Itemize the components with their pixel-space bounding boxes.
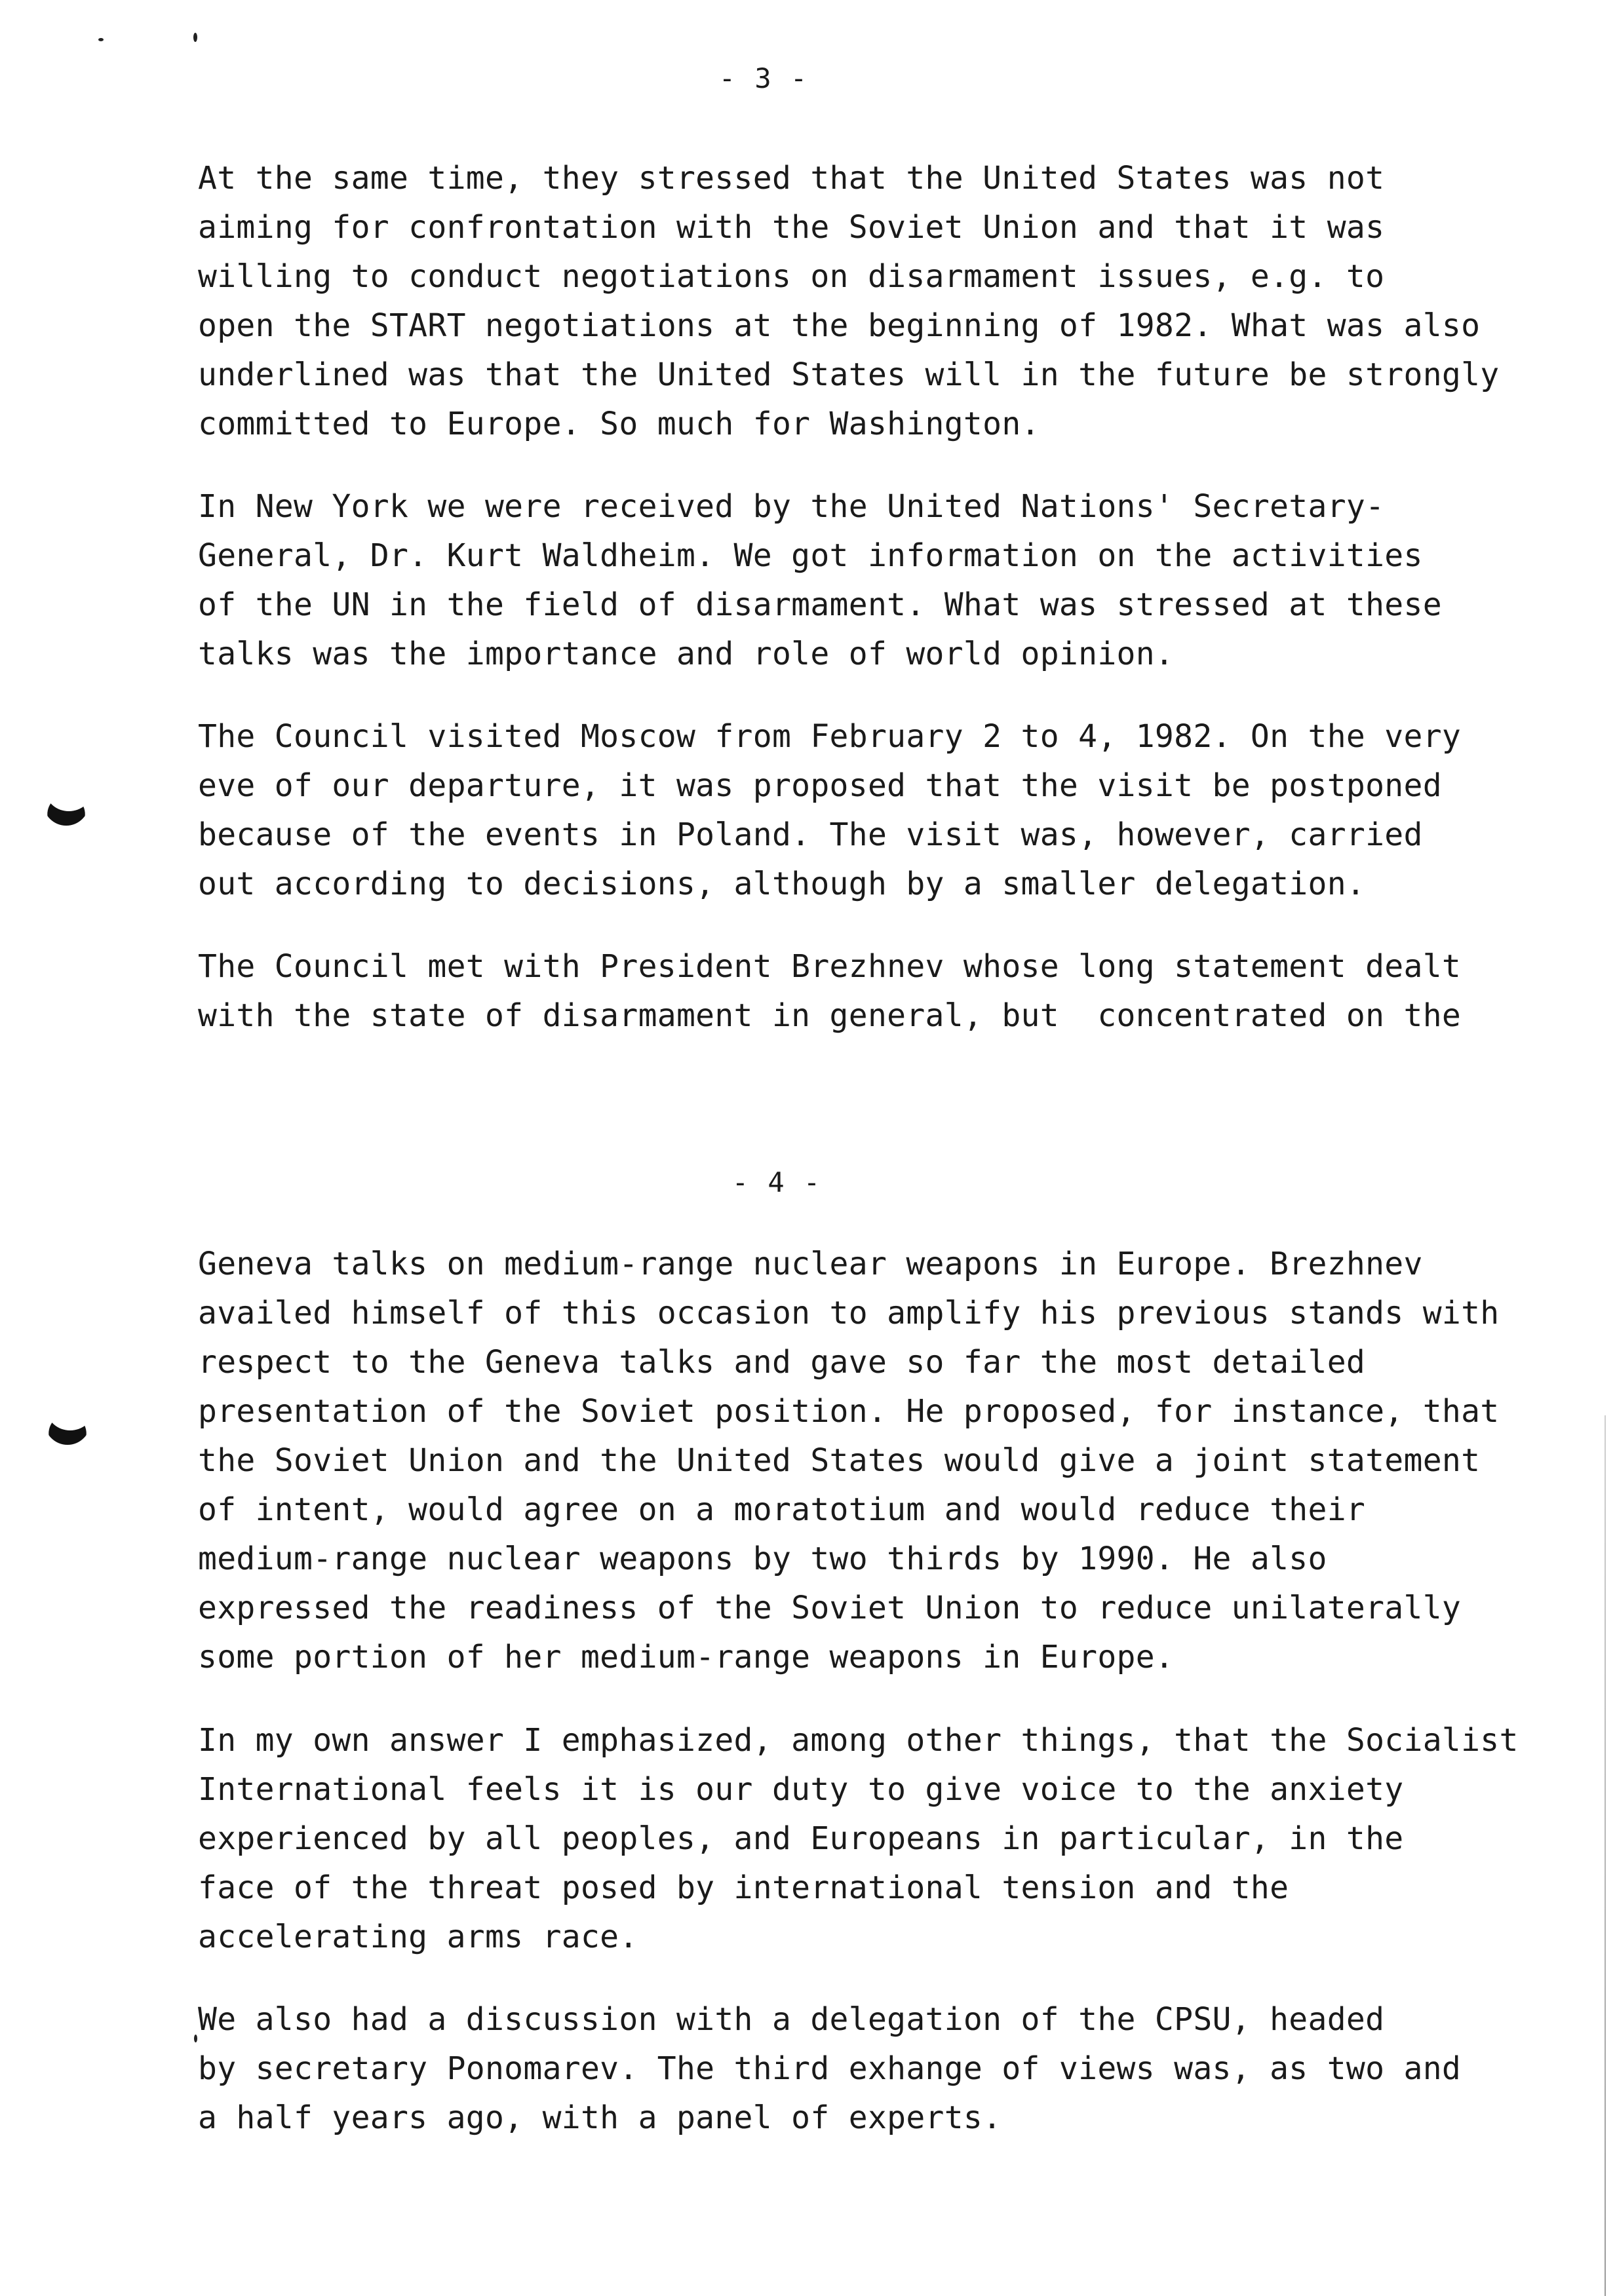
text-line: talks was the importance and role of world opinion. <box>198 636 1175 672</box>
text-line: committed to Europe. So much for Washington. <box>198 406 1040 442</box>
text-line: In my own answer I emphasized, among other things, that the Socialist <box>198 1722 1519 1759</box>
text-line: with the state of disarmament in general, but concentrated on the <box>198 997 1462 1034</box>
text-line: We also had a discussion with a delegation of the CPSU, headed <box>198 2001 1385 2038</box>
scan-speck <box>193 33 197 42</box>
text-line: underlined was that the United States will in the future be strongly <box>198 356 1500 393</box>
text-line: eve of our departure, it was proposed that the visit be postponed <box>198 767 1442 804</box>
text-line: some portion of her medium-range weapons in Europe. <box>198 1639 1175 1675</box>
page-edge-shadow <box>1605 1415 1606 2296</box>
text-line: availed himself of this occasion to amplify his previous stands with <box>198 1295 1500 1331</box>
text-line: accelerating arms race. <box>198 1919 638 1955</box>
text-line: the Soviet Union and the United States would give a joint statement <box>198 1442 1481 1479</box>
scan-speck <box>98 38 104 41</box>
text-line: General, Dr. Kurt Waldheim. We got information on the activities <box>198 537 1423 574</box>
page-number-4: - 4 - <box>731 1166 822 1198</box>
text-line: Geneva talks on medium-range nuclear weapons in Europe. Brezhnev <box>198 1246 1423 1282</box>
text-line: out according to decisions, although by a smaller delegation. <box>198 866 1366 902</box>
text-line: In New York we were received by the United Nations' Secretary- <box>198 488 1385 525</box>
binder-hole-mark <box>43 780 89 826</box>
text-line: International feels it is our duty to give voice to the anxiety <box>198 1771 1404 1808</box>
text-line: by secretary Ponomarev. The third exhange of views was, as two and <box>198 2050 1462 2087</box>
text-line: willing to conduct negotiations on disarmament issues, e.g. to <box>198 258 1385 295</box>
text-line: aiming for confrontation with the Soviet Union and that it was <box>198 209 1385 246</box>
text-line: a half years ago, with a panel of experts. <box>198 2099 1002 2136</box>
text-line: of the UN in the field of disarmament. What was stressed at these <box>198 586 1442 623</box>
text-line: presentation of the Soviet position. He proposed, for instance, that <box>198 1393 1500 1430</box>
text-line: At the same time, they stressed that the United States was not <box>198 160 1385 197</box>
binder-hole-mark <box>45 1399 90 1445</box>
text-line: medium-range nuclear weapons by two thirds by 1990. He also <box>198 1540 1327 1577</box>
text-line: The Council met with President Brezhnev whose long statement dealt <box>198 948 1462 985</box>
text-line: face of the threat posed by international tension and the <box>198 1869 1289 1906</box>
text-line: open the START negotiations at the beginning of 1982. What was also <box>198 307 1481 344</box>
text-line: experienced by all peoples, and Europeans in particular, in the <box>198 1820 1404 1857</box>
scan-speck <box>194 2035 197 2042</box>
text-line: respect to the Geneva talks and gave so far the most detailed <box>198 1344 1366 1381</box>
text-line: of intent, would agree on a moratotium and would reduce their <box>198 1491 1366 1528</box>
text-line: because of the events in Poland. The visit was, however, carried <box>198 816 1423 853</box>
text-line: The Council visited Moscow from February 2 to 4, 1982. On the very <box>198 718 1462 755</box>
page-number-3: - 3 - <box>718 62 809 94</box>
text-line: expressed the readiness of the Soviet Union to reduce unilaterally <box>198 1590 1462 1626</box>
